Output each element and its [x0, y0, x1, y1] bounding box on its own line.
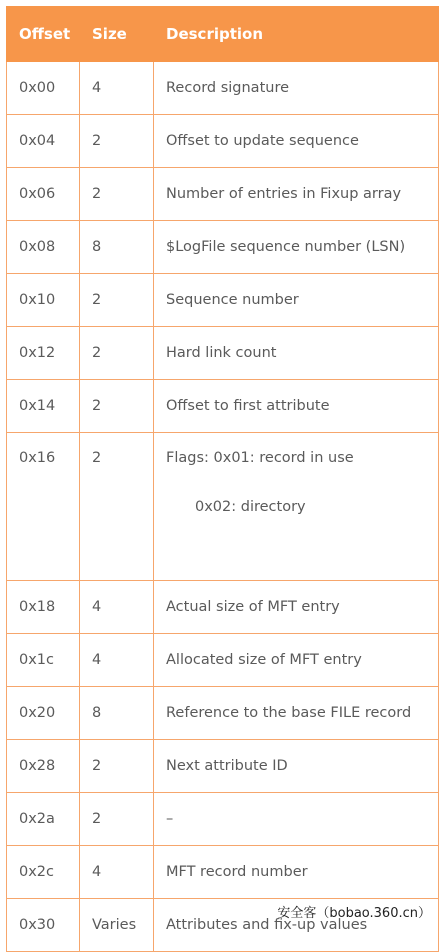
cell-offset: 0x16 — [7, 433, 80, 581]
cell-size: 2 — [80, 327, 154, 380]
cell-description: Next attribute ID — [154, 740, 439, 793]
cell-size: 8 — [80, 687, 154, 740]
cell-offset: 0x1c — [7, 634, 80, 687]
cell-size: 4 — [80, 581, 154, 634]
cell-description: – — [154, 793, 439, 846]
cell-offset: 0x08 — [7, 221, 80, 274]
cell-description: Number of entries in Fixup array — [154, 168, 439, 221]
mft-entry-table — [6, 6, 439, 952]
cell-description: Offset to first attribute — [154, 380, 439, 433]
cell-description: Attributes and fix-up values — [154, 899, 439, 952]
cell-size: 2 — [80, 168, 154, 221]
table-row — [7, 687, 439, 740]
table-row — [7, 274, 439, 327]
cell-offset: 0x00 — [7, 62, 80, 115]
cell-size: 4 — [80, 846, 154, 899]
header-row — [7, 7, 439, 62]
cell-offset: 0x2c — [7, 846, 80, 899]
cell-offset: 0x20 — [7, 687, 80, 740]
header-offset: Offset — [7, 7, 80, 62]
cell-offset: 0x12 — [7, 327, 80, 380]
cell-description: Record signature — [154, 62, 439, 115]
cell-description: $LogFile sequence number (LSN) — [154, 221, 439, 274]
cell-offset: 0x30 — [7, 899, 80, 952]
watermark: 安全客（bobao.360.cn） — [277, 906, 431, 921]
table-row — [7, 115, 439, 168]
cell-size: 8 — [80, 221, 154, 274]
cell-description: Offset to update sequence — [154, 115, 439, 168]
cell-size: 2 — [80, 433, 154, 581]
cell-offset: 0x18 — [7, 581, 80, 634]
table-row — [7, 168, 439, 221]
table-row — [7, 581, 439, 634]
cell-size: 4 — [80, 634, 154, 687]
flag-line-2: 0x02: directory — [195, 499, 306, 515]
table-row — [7, 846, 439, 899]
cell-description-flags — [154, 433, 439, 581]
cell-size: 4 — [80, 62, 154, 115]
cell-size: 2 — [80, 115, 154, 168]
cell-offset: 0x10 — [7, 274, 80, 327]
table-header — [7, 7, 439, 62]
table-row — [7, 62, 439, 115]
mft-entry-table-container — [6, 6, 438, 952]
cell-offset: 0x04 — [7, 115, 80, 168]
cell-size: 2 — [80, 793, 154, 846]
table-row — [7, 634, 439, 687]
table-row — [7, 793, 439, 846]
cell-offset: 0x28 — [7, 740, 80, 793]
cell-size: 2 — [80, 380, 154, 433]
cell-description: Reference to the base FILE record — [154, 687, 439, 740]
table-row — [7, 380, 439, 433]
cell-size: 2 — [80, 740, 154, 793]
cell-description: Actual size of MFT entry — [154, 581, 439, 634]
cell-description: Hard link count — [154, 327, 439, 380]
table-body — [7, 62, 439, 952]
flag-line-1: Flags: 0x01: record in use — [166, 450, 354, 466]
cell-offset: 0x14 — [7, 380, 80, 433]
table-row — [7, 327, 439, 380]
cell-offset: 0x2a — [7, 793, 80, 846]
cell-description: Allocated size of MFT entry — [154, 634, 439, 687]
table-row — [7, 221, 439, 274]
table-row — [7, 740, 439, 793]
header-size: Size — [80, 7, 154, 62]
cell-offset: 0x06 — [7, 168, 80, 221]
cell-description: MFT record number — [154, 846, 439, 899]
cell-description: Sequence number — [154, 274, 439, 327]
header-description: Description — [154, 7, 439, 62]
cell-size: 2 — [80, 274, 154, 327]
cell-size: Varies — [80, 899, 154, 952]
table-row-flags — [7, 433, 439, 581]
